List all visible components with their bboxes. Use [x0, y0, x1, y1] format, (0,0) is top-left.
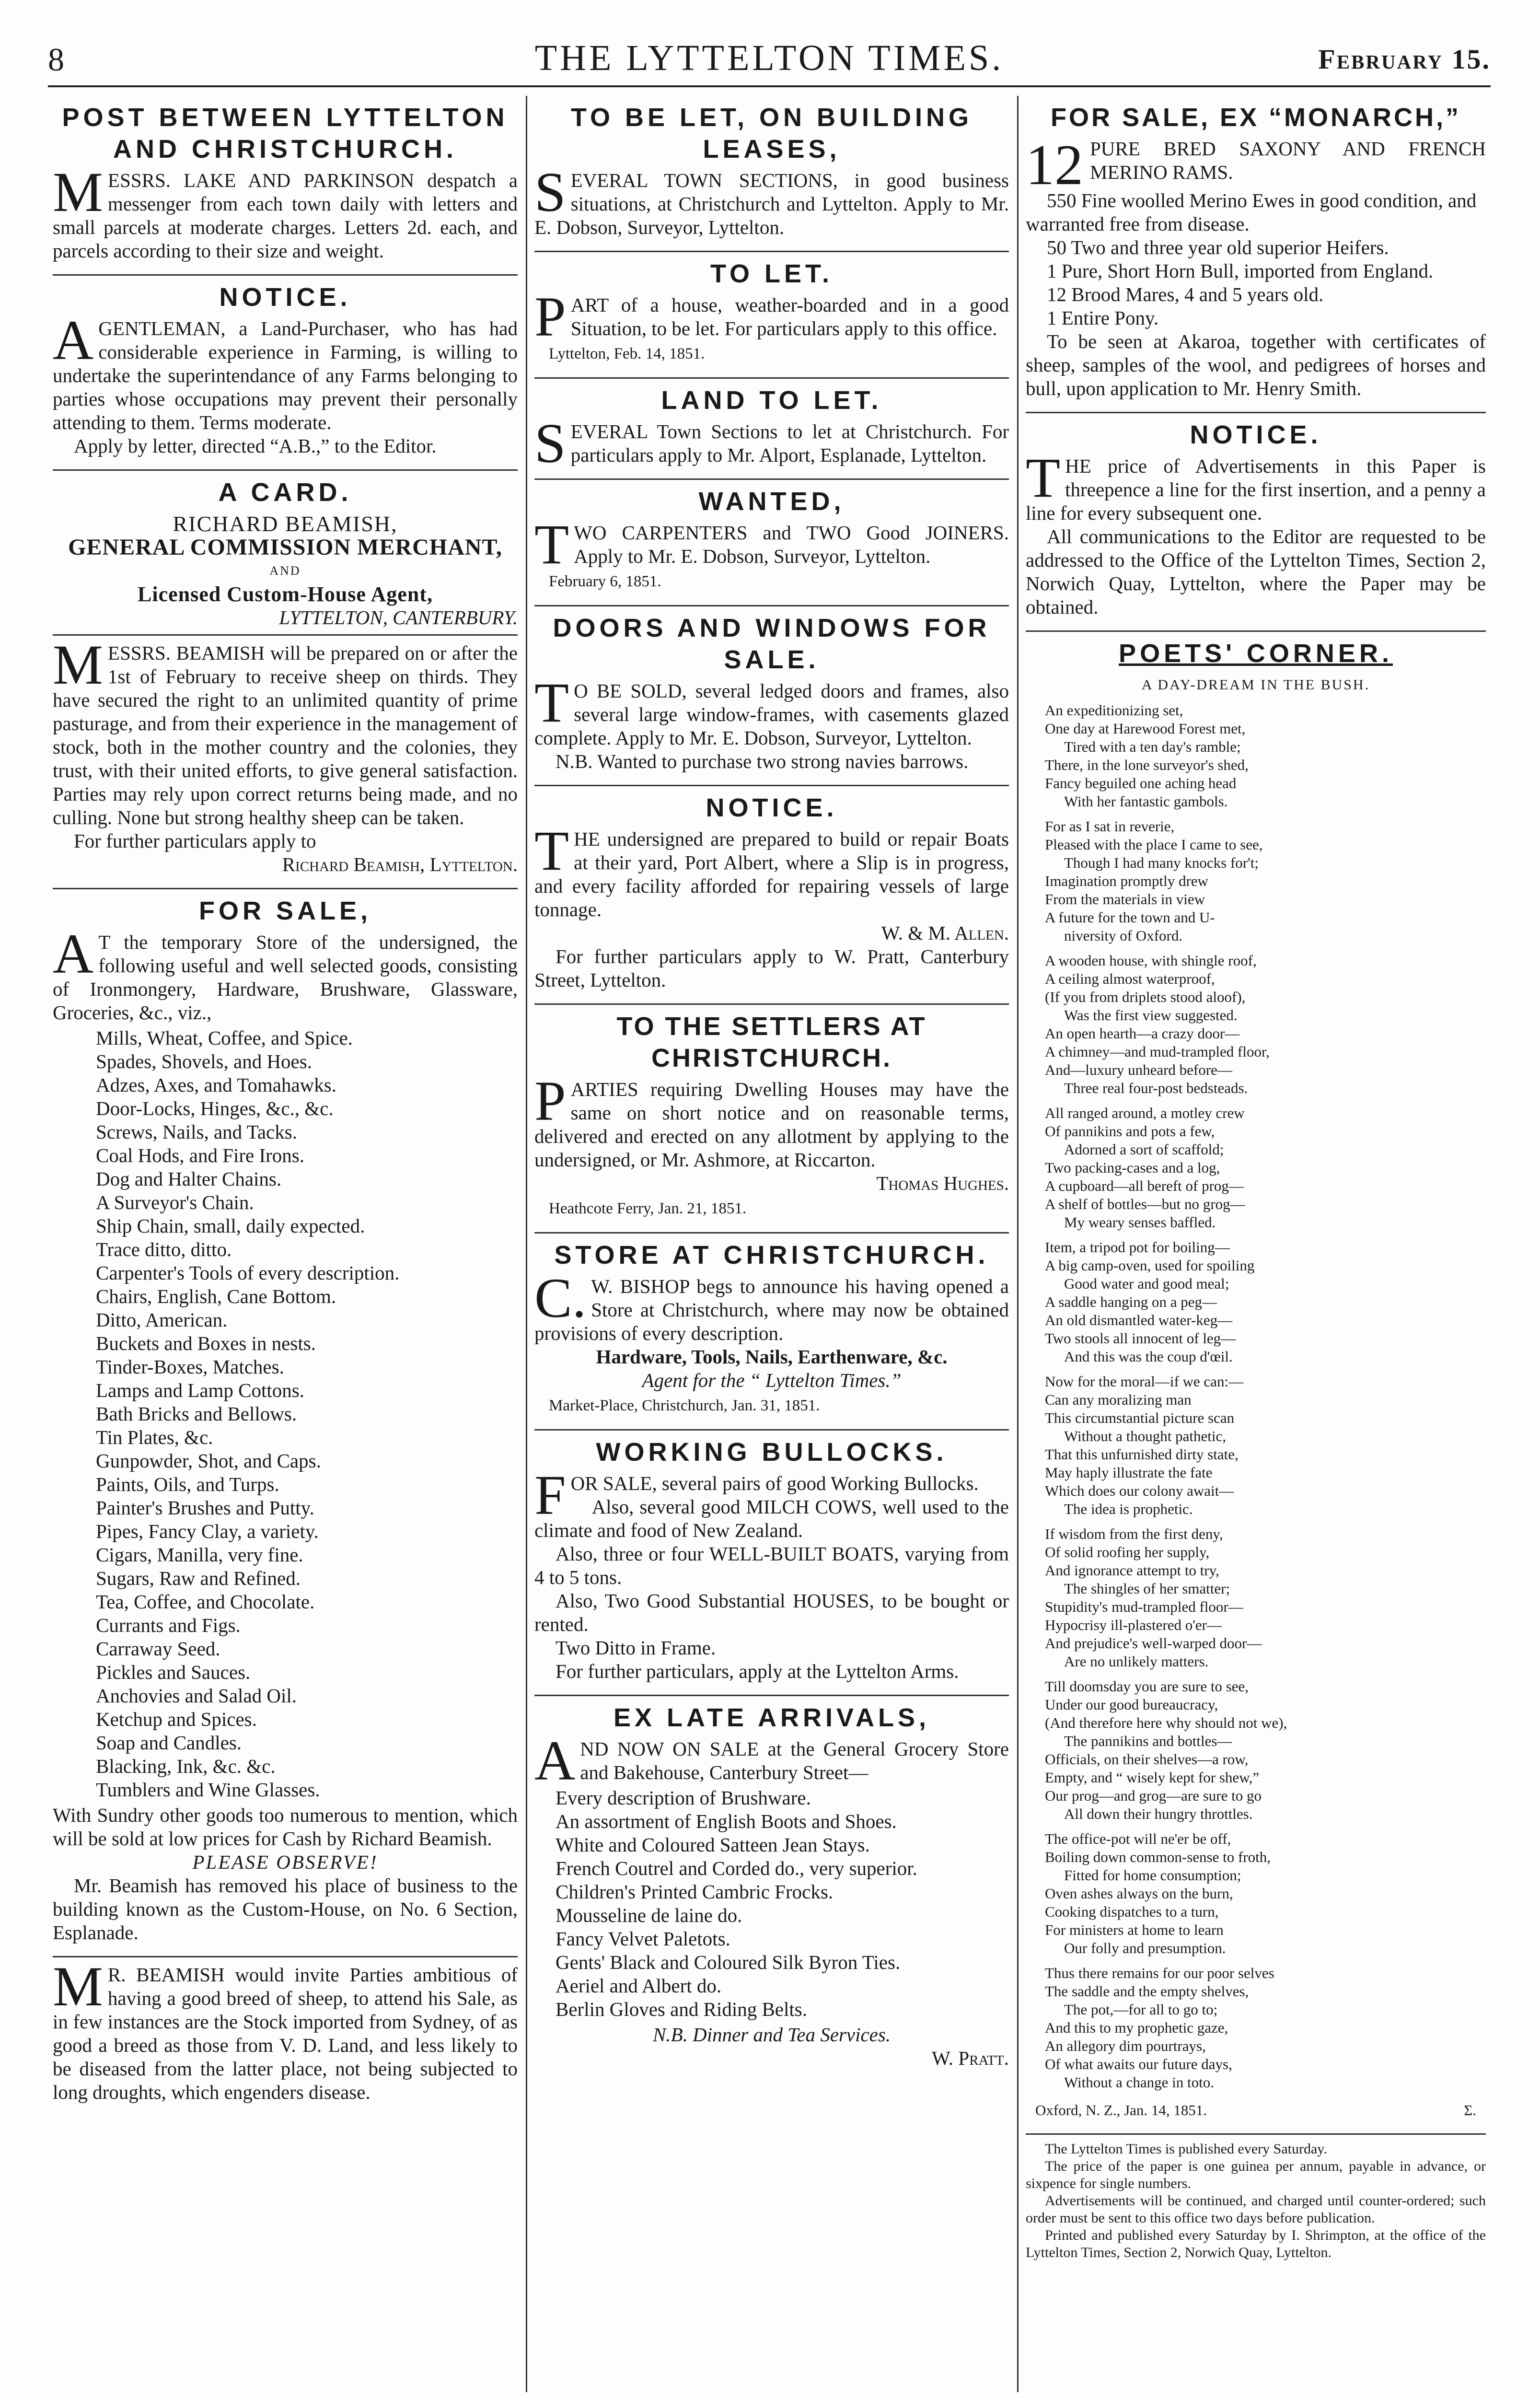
- poem-line: Two stools all innocent of leg—: [1045, 1330, 1236, 1347]
- forsale-item: Spades, Shovels, and Hoes.: [96, 1050, 312, 1072]
- store-date: Market-Place, Christchurch, Jan. 31, 1851.: [549, 1397, 820, 1414]
- separator: [534, 1232, 1009, 1233]
- forsale-item: Painter's Brushes and Putty.: [96, 1497, 314, 1519]
- poem-stanza: [1045, 1830, 1486, 1957]
- arrivals-item: Fancy Velvet Paletots.: [556, 1928, 730, 1950]
- settlers-heading: TO THE SETTLERS AT CHRISTCHURCH.: [616, 1012, 927, 1072]
- card-text: MESSRS. BEAMISH will be prepared on or after the 1st of February to receive sheep on thirds. They have secured the right to an unlimited quantity of prime pasturage, and from their experience in the management of stock, both in the mother country and the colonies, they trust, with their united efforts, to give general satisfaction. Parties may rely upon correct returns being made, and no culling. None but strong healthy sheep can be taken.: [53, 633, 518, 828]
- card-place: LYTTELTON, CANTERBURY.: [279, 606, 518, 628]
- ad-doors: [534, 612, 1009, 780]
- store-line2: Agent for the “ Lyttelton Times.”: [642, 1369, 902, 1391]
- poem-line: A ceiling almost waterproof,: [1045, 970, 1215, 987]
- separator: [53, 1956, 518, 1957]
- arrivals-item: French Coutrel and Corded do., very superior.: [556, 1857, 917, 1879]
- poem-line: A saddle hanging on a peg—: [1045, 1293, 1217, 1310]
- forsale-item: Door-Locks, Hinges, &c., &c.: [96, 1097, 334, 1119]
- poets-heading: POETS' CORNER.: [1119, 639, 1393, 668]
- separator: [534, 785, 1009, 786]
- poem-line: Oven ashes always on the burn,: [1045, 1885, 1233, 1902]
- poem-line: Are no unlikely matters.: [1064, 1653, 1209, 1670]
- poem-dateline: Oxford, N. Z., Jan. 14, 1851.: [1035, 2102, 1207, 2118]
- doors-text: TO BE SOLD, several ledged doors and frames, also several large window-frames, with casements glazed complete. Apply to Mr. E. Dobson, Surveyor, Lyttelton.: [534, 671, 1009, 749]
- arrivals-item: An assortment of English Boots and Shoes.: [556, 1810, 897, 1832]
- ad-bullocks: [534, 1436, 1009, 1690]
- arrivals-item: Mousseline de laine do.: [556, 1904, 742, 1926]
- store-text: C.W. BISHOP begs to announce his having opened a Store at Christchurch, where may now be obtained provisions of every description.: [534, 1267, 1009, 1344]
- separator: [1026, 630, 1486, 632]
- poem-line: Without a thought pathetic,: [1064, 1428, 1226, 1444]
- poem-line: Which does our colony await—: [1045, 1482, 1234, 1499]
- column-rule-1: [526, 96, 527, 2392]
- forsale-item: Pipes, Fancy Clay, a variety.: [96, 1520, 319, 1542]
- land-heading: LAND TO LET.: [661, 386, 882, 415]
- poem-line: The idea is prophetic.: [1064, 1501, 1193, 1517]
- ad-settlers: [534, 1011, 1009, 1227]
- forsale-item: Currants and Figs.: [96, 1614, 241, 1636]
- poem-stanza: [1045, 1373, 1486, 1518]
- monarch-item: 550 Fine woolled Merino Ewes in good condition, and warranted free from disease.: [1026, 189, 1477, 235]
- footer-line-1: The Lyttelton Times is published every Saturday.: [1045, 2141, 1327, 2157]
- arrivals-item: Children's Printed Cambric Frocks.: [556, 1881, 834, 1903]
- poem-stanza: [1045, 817, 1486, 945]
- forsale-item: Carraway Seed.: [96, 1638, 220, 1660]
- settlers-signature: Thomas Hughes.: [876, 1172, 1009, 1194]
- boats-heading: NOTICE.: [706, 793, 838, 822]
- separator: [53, 888, 518, 889]
- ad-boats-notice: [534, 792, 1009, 999]
- leases-text: SEVERAL TOWN SECTIONS, in good business situations, at Christchurch and Lyttelton. Apply to Mr. E. Dobson, Surveyor, Lyttelton.: [534, 161, 1009, 238]
- wanted-heading: WANTED,: [698, 487, 845, 516]
- poem-line: (And therefore here why should not we),: [1045, 1714, 1287, 1731]
- land-text: SEVERAL Town Sections to let at Christchurch. For particulars apply to Mr. Alport, Esplanade, Lyttelton.: [534, 412, 1009, 475]
- poem-stanza: [1045, 1238, 1486, 1366]
- monarch-seen: To be seen at Akaroa, together with certificates of sheep, samples of the wool, and pedigrees of horses and bull, upon application to Mr. Henry Smith.: [1026, 330, 1486, 399]
- poem-line: Thus there remains for our poor selves: [1045, 1965, 1274, 1981]
- poem-line: Hypocrisy ill-plastered o'er—: [1045, 1617, 1222, 1633]
- poem-line: This circumstantial picture scan: [1045, 1409, 1235, 1426]
- arrivals-items: [556, 1786, 1009, 2021]
- poem-line: Under our good bureaucracy,: [1045, 1696, 1218, 1713]
- footer-line-3: Advertisements will be continued, and charged until counter-ordered; such order must be sent to this office two days before publication.: [1026, 2193, 1486, 2226]
- poem-line: Without a change in toto.: [1064, 2074, 1214, 2091]
- poem-line: Of pannikins and pots a few,: [1045, 1123, 1215, 1140]
- poem-line: For as I sat in reverie,: [1045, 818, 1175, 835]
- card-role: GENERAL COMMISSION MERCHANT,: [68, 535, 502, 560]
- poem-line: Cooking dispatches to a turn,: [1045, 1903, 1219, 1920]
- ad-leases: [534, 102, 1009, 246]
- forsale-item: Gunpowder, Shot, and Caps.: [96, 1450, 321, 1472]
- ad-post: [53, 102, 518, 269]
- arrivals-nb: N.B. Dinner and Tea Services.: [652, 2024, 891, 2046]
- forsale-item: Carpenter's Tools of every description.: [96, 1262, 400, 1284]
- poem-line: And this to my prophetic gaze,: [1045, 2019, 1228, 2036]
- price-text2: All communications to the Editor are requested to be addressed to the Office of the Lyttelton Times, Section 2, Norwich Quay, Lyttelton, where the Paper may be obtained.: [1026, 525, 1486, 618]
- boats-text: THE undersigned are prepared to build or repair Boats at their yard, Port Albert, where a Slip is in progress, and every facility afforded for repairing vessels of large tonnage.: [534, 819, 1009, 920]
- card-signature: Richard Beamish, Lyttelton.: [282, 853, 518, 875]
- issue-date: February 15.: [1318, 44, 1491, 75]
- poem-line: A big camp-oven, used for spoiling: [1045, 1257, 1255, 1274]
- poem-line: Item, a tripod pot for boiling—: [1045, 1239, 1230, 1256]
- bullocks-text: FOR SALE, several pairs of good Working Bullocks.: [534, 1464, 979, 1526]
- poem-line: The shingles of her smatter;: [1064, 1580, 1230, 1597]
- bullocks-line1: Also, several good MILCH COWS, well used to the climate and food of New Zealand.: [534, 1496, 1009, 1541]
- poem-line: Tired with a ten day's ramble;: [1064, 738, 1241, 755]
- poem-line: With her fantastic gambols.: [1064, 793, 1228, 810]
- price-text: THE price of Advertisements in this Paper is threepence a line for the first insertion, and a penny a line for every subsequent one.: [1026, 446, 1486, 524]
- arrivals-text: AND NOW ON SALE at the General Grocery Store and Bakehouse, Canterbury Street—: [534, 1729, 1009, 1792]
- forsale-heading: FOR SALE,: [198, 896, 371, 925]
- poem-line: Was the first view suggested.: [1064, 1007, 1238, 1024]
- poem-line: For ministers at home to learn: [1045, 1921, 1224, 1938]
- arrivals-item: White and Coloured Satteen Jean Stays.: [556, 1834, 870, 1856]
- forsale-item: Pickles and Sauces.: [96, 1661, 251, 1683]
- poem-line: niversity of Oxford.: [1064, 927, 1183, 944]
- poem-line: All ranged around, a motley crew: [1045, 1105, 1245, 1121]
- newspaper-title: THE LYTTELTON TIMES.: [534, 38, 1004, 78]
- forsale-item: Tumblers and Wine Glasses.: [96, 1779, 320, 1801]
- bullocks-heading: WORKING BULLOCKS.: [596, 1438, 948, 1466]
- poem-line: The pannikins and bottles—: [1064, 1733, 1232, 1749]
- monarch-heading: FOR SALE, EX “MONARCH,”: [1050, 103, 1461, 132]
- poem-line: The office-pot will ne'er be off,: [1045, 1830, 1231, 1847]
- poem-line: Three real four-post bedsteads.: [1064, 1080, 1248, 1096]
- ad-wanted: [534, 486, 1009, 600]
- poem-line: (If you from driplets stood aloof),: [1045, 989, 1246, 1005]
- wanted-date: February 6, 1851.: [549, 573, 661, 590]
- separator: [1026, 2133, 1486, 2135]
- poem-line: Of solid roofing her supply,: [1045, 1544, 1210, 1560]
- forsale-closing: With Sundry other goods too numerous to mention, which will be sold at low prices for Cash by Richard Beamish.: [53, 1804, 518, 1850]
- forsale-item: Tin Plates, &c.: [96, 1426, 213, 1448]
- ad-store: [534, 1239, 1009, 1424]
- poem-line: One day at Harewood Forest met,: [1045, 720, 1246, 737]
- poem-stanza: [1045, 952, 1486, 1097]
- boats-signature: W. & M. Allen.: [881, 922, 1009, 944]
- poem-line: The saddle and the empty shelves,: [1045, 1983, 1249, 2000]
- settlers-date: Heathcote Ferry, Jan. 21, 1851.: [549, 1200, 747, 1217]
- forsale-item: Trace ditto, ditto.: [96, 1238, 232, 1260]
- poem-line: Of what awaits our future days,: [1045, 2056, 1232, 2072]
- monarch-item: 12 Brood Mares, 4 and 5 years old.: [1047, 283, 1324, 305]
- forsale-item: Cigars, Manilla, very fine.: [96, 1544, 303, 1566]
- poem-line: Our prog—and grog—are sure to go: [1045, 1787, 1262, 1804]
- poem-line: Fitted for home consumption;: [1064, 1867, 1241, 1884]
- poem-line: Adorned a sort of scaffold;: [1064, 1141, 1224, 1158]
- arrivals-item: Gents' Black and Coloured Silk Byron Ties.: [556, 1951, 901, 1973]
- ad-land: [534, 384, 1009, 474]
- ad-monarch: [1026, 102, 1486, 407]
- poem-line: An open hearth—a crazy door—: [1045, 1025, 1240, 1042]
- poem-line: Fancy beguiled one aching head: [1045, 775, 1237, 791]
- forsale-item: Chairs, English, Cane Bottom.: [96, 1285, 336, 1307]
- poem-line: Two packing-cases and a log,: [1045, 1159, 1220, 1176]
- forsale-item: Soap and Candles.: [96, 1732, 242, 1754]
- page-header: [48, 19, 1491, 91]
- forsale-item: Ship Chain, small, daily expected.: [96, 1215, 365, 1237]
- forsale-item: Sugars, Raw and Refined.: [96, 1567, 301, 1589]
- monarch-first: PURE BRED SAXONY AND FRENCH MERINO RAMS.: [1090, 138, 1486, 183]
- notice-heading: NOTICE.: [219, 283, 351, 312]
- poem-line: Imagination promptly drew: [1045, 873, 1208, 889]
- poem-line: Empty, and “ wisely kept for shew,”: [1045, 1769, 1260, 1786]
- forsale-item: Anchovies and Salad Oil.: [96, 1685, 297, 1707]
- bullocks-line5: For further particulars, apply at the Lyttelton Arms.: [556, 1660, 959, 1682]
- card-apply: For further particulars apply to: [74, 830, 316, 852]
- poem-stanza: [1045, 1525, 1486, 1671]
- poem-line: Good water and good meal;: [1064, 1275, 1229, 1292]
- separator: [534, 1003, 1009, 1005]
- poem-line: May haply illustrate the fate: [1045, 1464, 1213, 1481]
- poem-line: If wisdom from the first deny,: [1045, 1525, 1223, 1542]
- card-role2: Licensed Custom-House Agent,: [138, 582, 433, 606]
- forsale-item: Ketchup and Spices.: [96, 1708, 257, 1730]
- column-1: [53, 96, 518, 2111]
- poem-stanza: [1045, 1677, 1486, 1823]
- arrivals-signature: W. Pratt.: [932, 2047, 1009, 2069]
- arrivals-item: Aeriel and Albert do.: [556, 1975, 722, 1997]
- leases-heading: TO BE LET, ON BUILDING LEASES,: [570, 103, 973, 163]
- store-heading: STORE AT CHRISTCHURCH.: [554, 1241, 989, 1269]
- sheep-text: MR. BEAMISH would invite Parties ambitious of having a good breed of sheep, to attend his Sale, as in few instances are the Stock imported from Sydney, of as good a breed as those from V. D. Land, and less likely to be diseased from the latter place, not being subjected to long droughts, which engenders disease.: [53, 1955, 518, 2103]
- column-2: [534, 96, 1009, 2077]
- separator: [53, 469, 518, 471]
- poem-body: [1045, 701, 1486, 2092]
- post-heading: POST BETWEEN LYTTELTON AND CHRISTCHURCH.: [62, 103, 509, 163]
- poem-line: And—luxury unheard before—: [1045, 1061, 1232, 1078]
- forsale-item: Blacking, Ink, &c. &c.: [96, 1755, 276, 1777]
- poem-line: A shelf of bottles—but no grog—: [1045, 1196, 1245, 1212]
- monarch-items: [1026, 189, 1486, 330]
- forsale-items: [96, 1026, 518, 1802]
- separator: [534, 377, 1009, 379]
- poem-line: Can any moralizing man: [1045, 1391, 1192, 1408]
- poem-line: An expeditionizing set,: [1045, 702, 1183, 719]
- bullocks-line3: Also, Two Good Substantial HOUSES, to be bought or rented.: [534, 1590, 1009, 1635]
- poem-line: There, in the lone surveyor's shed,: [1045, 756, 1249, 773]
- ad-card: [53, 477, 518, 883]
- poem-line: A chimney—and mud-trampled floor,: [1045, 1043, 1270, 1060]
- forsale-item: Tinder-Boxes, Matches.: [96, 1356, 284, 1378]
- forsale-item: Coal Hods, and Fire Irons.: [96, 1144, 305, 1166]
- separator: [53, 274, 518, 276]
- forsale-item: Screws, Nails, and Tacks.: [96, 1121, 297, 1143]
- price-heading: NOTICE.: [1190, 420, 1322, 449]
- card-name: RICHARD BEAMISH,: [173, 512, 398, 536]
- poem-stanza: [1045, 701, 1486, 811]
- forsale-item: Ditto, American.: [96, 1309, 228, 1331]
- forsale-item: Adzes, Axes, and Tomahawks.: [96, 1074, 336, 1096]
- forsale-item: Tea, Coffee, and Chocolate.: [96, 1591, 315, 1613]
- poem-line: An allegory dim pourtrays,: [1045, 2037, 1206, 2054]
- forsale-text: AT the temporary Store of the undersigned, the following useful and well selected goods, consisting of Ironmongery, Hardware, Brushware, Glassware, Groceries, &c., viz.,: [53, 922, 518, 1024]
- forsale-item: Dog and Halter Chains.: [96, 1168, 282, 1190]
- ad-notice-gentleman: [53, 281, 518, 465]
- monarch-item: 50 Two and three year old superior Heifers.: [1047, 236, 1389, 258]
- footer-line-2: The price of the paper is one guinea per annum, payable in advance, or sixpence for single numbers.: [1026, 2158, 1486, 2191]
- forsale-removed: Mr. Beamish has removed his place of business to the building known as the Custom-House, on No. 6 Section, Esplanade.: [53, 1874, 518, 1943]
- forsale-item: Mills, Wheat, Coffee, and Spice.: [96, 1027, 353, 1049]
- forsale-observe: PLEASE OBSERVE!: [192, 1851, 378, 1873]
- poem-line: And prejudice's well-warped door—: [1045, 1635, 1262, 1652]
- forsale-item: Paints, Oils, and Turps.: [96, 1473, 279, 1495]
- column-rule-2: [1017, 96, 1019, 2392]
- bullocks-line4: Two Ditto in Frame.: [556, 1637, 716, 1659]
- boats-apply: For further particulars apply to W. Pratt, Canterbury Street, Lyttelton.: [534, 945, 1009, 991]
- poem-line: Officials, on their shelves—a row,: [1045, 1751, 1249, 1768]
- separator: [53, 634, 518, 636]
- notice-apply: Apply by letter, directed “A.B.,” to the Editor.: [74, 435, 437, 457]
- poets-corner: [1026, 638, 1486, 2129]
- monarch-item: 1 Entire Pony.: [1047, 307, 1159, 329]
- tolet-date: Lyttelton, Feb. 14, 1851.: [549, 345, 705, 362]
- ad-for-sale: [53, 895, 518, 1951]
- separator: [534, 251, 1009, 252]
- arrivals-heading: EX LATE ARRIVALS,: [613, 1703, 930, 1732]
- forsale-item: A Surveyor's Chain.: [96, 1191, 254, 1213]
- notice-text: AGENTLEMAN, a Land-Purchaser, who has had considerable experience in Farming, is willing to undertake the superintendance of any Farms belonging to parties whose occupations may prevent their personally attending to them. Terms moderate.: [53, 309, 518, 433]
- poem-line: From the materials in view: [1045, 891, 1205, 908]
- card-and: AND: [269, 564, 301, 578]
- ad-sheep: [53, 1955, 518, 2111]
- ad-to-let: [534, 258, 1009, 372]
- forsale-item: Buckets and Boxes in nests.: [96, 1332, 316, 1354]
- separator: [1026, 412, 1486, 413]
- poem-stanza: [1045, 1964, 1486, 2092]
- post-text: MESSRS. LAKE AND PARKINSON despatch a messenger from each town daily with letters and small parcels at moderate charges. Letters 2d. each, and parcels according to their size and weight.: [53, 161, 518, 262]
- poem-line: All down their hungry throttles.: [1064, 1805, 1253, 1822]
- arrivals-item: Every description of Brushware.: [556, 1787, 811, 1809]
- ad-arrivals: [534, 1702, 1009, 2077]
- doors-heading: DOORS AND WINDOWS FOR SALE.: [553, 614, 991, 674]
- column-3: [1026, 96, 1486, 2261]
- separator: [534, 1429, 1009, 1431]
- poem-line: A cupboard—all bereft of prog—: [1045, 1177, 1244, 1194]
- separator: [534, 1695, 1009, 1696]
- poem-line: Our folly and presumption.: [1064, 1940, 1226, 1956]
- store-line1: Hardware, Tools, Nails, Earthenware, &c.: [596, 1346, 948, 1368]
- doors-nb: N.B. Wanted to purchase two strong navies barrows.: [556, 750, 969, 772]
- poem-signature: Σ.: [1464, 2102, 1476, 2118]
- poem-line: That this unfurnished dirty state,: [1045, 1446, 1239, 1463]
- card-heading: A CARD.: [218, 478, 352, 507]
- poem-line: Though I had many knocks for't;: [1064, 854, 1259, 871]
- tolet-text: PART of a house, weather-boarded and in a good Situation, to be let. For particulars apply to this office.: [534, 285, 1009, 348]
- forsale-item: Bath Bricks and Bellows.: [96, 1403, 297, 1425]
- poem-line: And ignorance attempt to try,: [1045, 1562, 1219, 1579]
- poem-stanza: [1045, 1104, 1486, 1232]
- forsale-item: Lamps and Lamp Cottons.: [96, 1379, 305, 1401]
- publication-info: [1026, 2141, 1486, 2261]
- poem-title: A DAY-DREAM IN THE BUSH.: [1141, 677, 1370, 693]
- poem-line: Now for the moral—if we can:—: [1045, 1373, 1244, 1390]
- poem-line: And this was the coup d'œil.: [1064, 1348, 1233, 1365]
- footer-line-4: Printed and published every Saturday by I. Shrimpton, at the office of the Lyttelton Times, Section 2, Norwich Quay, Lyttelton.: [1026, 2227, 1486, 2260]
- wanted-text: TWO CARPENTERS and TWO Good JOINERS. Apply to Mr. E. Dobson, Surveyor, Lyttelton.: [534, 513, 1009, 576]
- monarch-item: 1 Pure, Short Horn Bull, imported from England.: [1047, 260, 1434, 282]
- poem-line: My weary senses baffled.: [1064, 1214, 1216, 1231]
- tolet-heading: TO LET.: [710, 259, 834, 288]
- poem-line: An old dismantled water-keg—: [1045, 1312, 1233, 1328]
- separator: [534, 478, 1009, 480]
- separator: [534, 605, 1009, 606]
- ad-advert-price: [1026, 419, 1486, 626]
- poem-line: A wooden house, with shingle roof,: [1045, 952, 1257, 969]
- page-number: 8: [48, 41, 64, 78]
- settlers-text: PARTIES requiring Dwelling Houses may have the same on short notice and on reasonable terms, delivered and erected on any allotment by applying to the undersigned, or Mr. Ashmore, at Riccarton.: [534, 1070, 1009, 1171]
- monarch-number: 12: [1026, 133, 1083, 197]
- poem-line: Stupidity's mud-trampled floor—: [1045, 1598, 1243, 1615]
- poem-line: The pot,—for all to go to;: [1064, 2001, 1218, 2018]
- header-rule: [48, 85, 1491, 87]
- poem-line: Till doomsday you are sure to see,: [1045, 1678, 1249, 1695]
- poem-line: A future for the town and U-: [1045, 909, 1215, 926]
- bullocks-line2: Also, three or four WELL-BUILT BOATS, varying from 4 to 5 tons.: [534, 1543, 1009, 1588]
- poem-line: Pleased with the place I came to see,: [1045, 836, 1263, 853]
- poem-line: Boiling down common-sense to froth,: [1045, 1849, 1271, 1865]
- arrivals-item: Berlin Gloves and Riding Belts.: [556, 1998, 807, 2020]
